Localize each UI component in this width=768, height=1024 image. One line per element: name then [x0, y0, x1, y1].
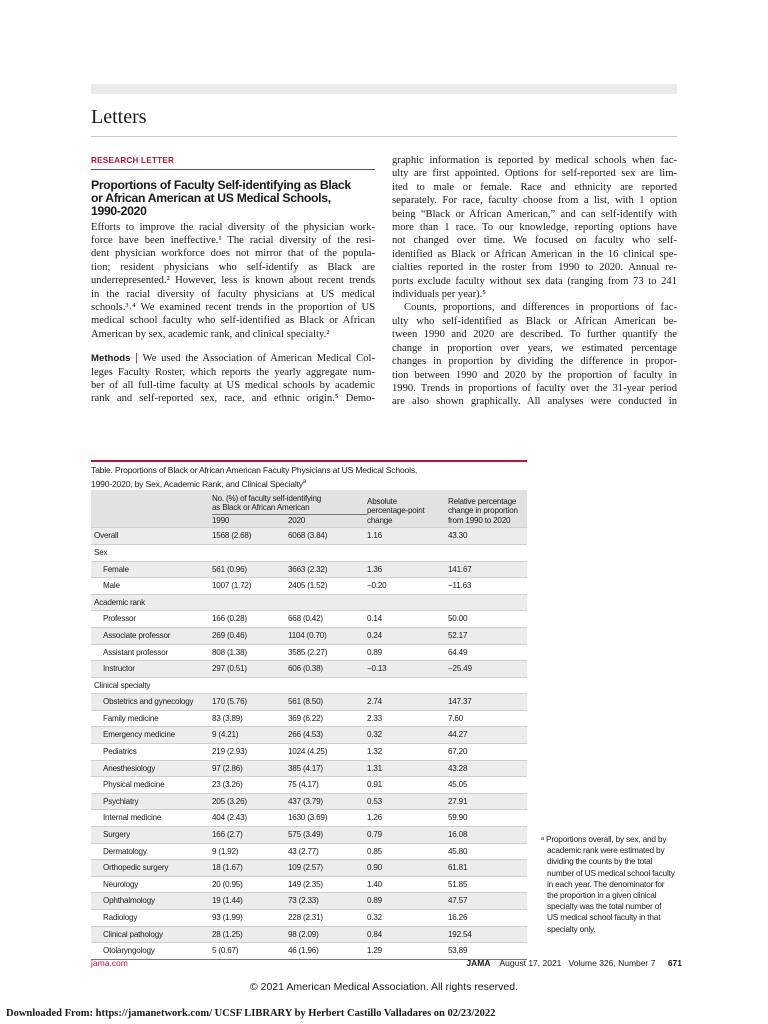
footer-issue-info: [466, 958, 682, 968]
table-cell: 0.90: [367, 860, 448, 877]
left-column: [91, 154, 375, 406]
article-type-label: RESEARCH LETTER: [91, 156, 175, 165]
abs-header-line: change: [367, 515, 393, 525]
footnote-line: number of US medical school faculty: [547, 867, 675, 878]
right-para1-line: more than 1 race. To our knowledge, reporting options have: [392, 222, 677, 234]
table-cell: Sex: [94, 547, 108, 557]
table-cell: 43.28: [448, 760, 527, 777]
table-cell: 47.57: [448, 893, 527, 910]
table-cell: −25.49: [448, 661, 527, 678]
table-cell: Orthopedic surgery: [91, 860, 212, 877]
table-cell: Dermatology: [103, 846, 147, 856]
footnote-line: in each year. The denominator for: [547, 878, 665, 889]
table-cell: Obstetrics and gynecology: [91, 694, 212, 711]
table-row: [91, 943, 527, 960]
table-cell: Pediatrics: [103, 747, 137, 757]
right-para2-line: tion between 1990 and 2020 by the proportion of faculty in: [392, 369, 677, 381]
right-para1-line: being “Black or African American,” and can self-identify with: [392, 208, 677, 220]
footnote-line: academic rank were estimated by: [547, 845, 665, 856]
methods-line: ber of all full-time faculty at US medical schools by academic: [91, 380, 375, 392]
table-cell: 3663 (2.32): [288, 561, 367, 578]
table-group-row: [91, 544, 527, 561]
table-cell: 0.14: [367, 614, 382, 624]
right-para2-line: change in proportion over years, we estimated percentage: [392, 342, 677, 354]
table-row: [91, 827, 527, 844]
table-cell: Instructor: [91, 661, 212, 678]
table-cell: 27.91: [448, 793, 527, 810]
right-paragraph-2: [392, 301, 677, 408]
table-cell: 50.00: [448, 614, 468, 624]
table-cell: 297 (0.51): [212, 661, 288, 678]
table-cell: 166 (0.28): [212, 614, 247, 624]
table-cell: 51.85: [448, 879, 468, 889]
table-cell: 0.53: [367, 793, 448, 810]
table-cell: 0.89: [367, 893, 448, 910]
footnote-line: the proportion in a given clinical: [547, 890, 657, 901]
table-caption: Table. Proportions of Black or African American Faculty Physicians at US Medical Schools, 1990-2020, by Sex, Academic Rank, and Clinical Specialty$^a$: [91, 465, 418, 489]
right-para1-line: ited to male or female. Race and ethnicity are reported: [392, 181, 677, 193]
table-cell: 1.40: [367, 879, 382, 889]
table-row: [91, 611, 527, 628]
table-cell: Associate professor: [91, 627, 212, 644]
table-row: [91, 810, 527, 827]
footnote-line: specialty was the total number of: [547, 901, 662, 912]
right-para1-line: cialties reported in the roster from 1990 to 2020. Annual re-: [392, 262, 677, 274]
table-group-row: [91, 594, 527, 611]
table-cell: 205 (3.26): [212, 793, 288, 810]
table-row: [91, 760, 527, 777]
right-column: [392, 154, 677, 409]
table-cell: 1024 (4.25): [288, 747, 328, 757]
table-cell: 16.08: [448, 827, 527, 844]
table-cell: 668 (0.42): [288, 614, 323, 624]
right-para1-line: separately. For race, faculty choose from a list, with 1 option: [392, 195, 677, 207]
table-cell: 0.79: [367, 827, 448, 844]
table-cell: 19 (1.44): [212, 893, 288, 910]
table-cell: 147.37: [448, 694, 527, 711]
label-divider: [91, 169, 375, 170]
table-cell: 6068 (3.84): [288, 528, 367, 545]
table-cell: 2.74: [367, 694, 448, 711]
table-cell: 98 (2.09): [288, 926, 367, 943]
table-cell: Emergency medicine: [91, 727, 212, 744]
table-header-relative: [448, 490, 527, 528]
table-cell: 28 (1.25): [212, 926, 288, 943]
right-para2-line: tween 1990 and 2020 are described. To further quantify the: [392, 329, 677, 341]
table-cell: 67.20: [448, 747, 468, 757]
table-cell: 575 (3.49): [288, 827, 367, 844]
table-cell: 606 (0.38): [288, 661, 367, 678]
table-cell: 1.36: [367, 561, 448, 578]
methods-first-line: Methods | We used the Association of American Medical Col-: [91, 352, 375, 365]
table-cell: Professor: [103, 614, 136, 624]
table-cell: 561 (8.50): [288, 694, 367, 711]
right-para2-line: are also shown graphically. All analyses were conducted in: [392, 396, 677, 408]
copyright-notice: © 2021 American Medical Association. All rights reserved.: [249, 981, 519, 993]
right-para2-line: ulty who self-identified as Black or African American be-: [392, 315, 677, 327]
table-cell: Physical medicine: [103, 780, 165, 790]
table-header-1990: 1990: [212, 515, 288, 528]
table-cell: Psychiatry: [91, 793, 212, 810]
table-cell: Academic rank: [91, 594, 527, 611]
page-number: 671: [667, 958, 682, 968]
section-title: Letters: [91, 106, 147, 128]
table-cell: 46 (1.96): [288, 946, 319, 956]
table-footnote: [541, 834, 681, 935]
table-cell: 1.26: [367, 813, 382, 823]
table-cell: 385 (4.17): [288, 760, 367, 777]
download-notice: Downloaded From: https://jamanetwork.com/ UCSF LIBRARY by Herbert Castillo Valladares on 02/23/2022: [6, 1008, 496, 1019]
rel-header-line: Relative percentage: [448, 496, 517, 506]
table-row: [91, 561, 527, 578]
article-title-line: Proportions of Faculty Self-identifying as Black: [91, 178, 351, 192]
table-cell: −0.13: [367, 661, 448, 678]
table-cell: Radiology: [103, 913, 138, 923]
right-para1-line: ulty are first appointed. Options for self-reported sex are lim-: [392, 168, 677, 180]
table-row: [91, 744, 527, 761]
table-cell: 404 (2.43): [212, 813, 247, 823]
methods-line: rank and self-reported sex, race, and ethnic origin.⁵ Demo-: [91, 393, 375, 405]
table-cell: 93 (1.99): [212, 913, 243, 923]
table-cell: 170 (5.76): [212, 694, 288, 711]
table-cell: 7.60: [448, 713, 463, 723]
table-cell: 43 (2.77): [288, 846, 319, 856]
footnote-line: ᵃ Proportions overall, by sex, and by: [541, 834, 667, 844]
table-cell: 269 (0.46): [212, 627, 288, 644]
table-row: [91, 876, 527, 893]
table-cell: Family medicine: [103, 713, 159, 723]
table-row: [91, 793, 527, 810]
table-row: [91, 627, 527, 644]
table-cell: 219 (2.93): [212, 747, 247, 757]
table-cell: 53.89: [448, 946, 468, 956]
table-cell: Overall: [91, 528, 212, 545]
table-cell: 61.81: [448, 860, 527, 877]
table-header-blank: [91, 490, 212, 528]
table-cell: 1104 (0.70): [288, 627, 367, 644]
table-cell: Ophthalmology: [91, 893, 212, 910]
right-para1-line: ports exclude faculty without sex data (ranging from 73 to 241: [392, 275, 677, 287]
table-cell: 266 (4.53): [288, 727, 367, 744]
right-para2-line: Counts, proportions, and differences in proportions of fac-: [404, 302, 677, 314]
table-cell: Female: [91, 561, 212, 578]
table-cell: 192.54: [448, 926, 527, 943]
table-cell: 64.49: [448, 647, 468, 657]
table-cell: 1.16: [367, 528, 448, 545]
table-cell: 43.30: [448, 528, 527, 545]
table-cell: 83 (3.89): [212, 713, 243, 723]
table-cell: 73 (2.33): [288, 893, 367, 910]
table-cell: 3585 (2.27): [288, 647, 328, 657]
table-row: [91, 777, 527, 794]
table-cell: −0.20: [367, 581, 387, 591]
table-row: [91, 860, 527, 877]
intro-line: schools.³˒⁴ We examined recent trends in the proportion of US: [91, 302, 375, 314]
table-group-row: [91, 677, 527, 694]
table-cell: 75 (4.17): [288, 780, 319, 790]
table-cell: Internal medicine: [103, 813, 162, 823]
table-cell: Clinical specialty: [94, 680, 151, 690]
table-cell: 2405 (1.52): [288, 581, 328, 591]
article-title-line: 1990-2020: [91, 204, 147, 219]
footnote-line: specialty only.: [547, 923, 596, 934]
article-title: [91, 179, 375, 219]
article-title-line: or African American at US Medical Schools,: [91, 191, 331, 206]
table-cell: 45.80: [448, 846, 468, 856]
table-cell: 59.90: [448, 813, 468, 823]
table-cell: −11.63: [448, 581, 472, 591]
table-cell: 9 (4.21): [212, 727, 288, 744]
table-row: [91, 644, 527, 661]
table-cell: 45.05: [448, 780, 468, 790]
table-cell: 1.29: [367, 946, 382, 956]
table-cell: 0.32: [367, 913, 382, 923]
table-cell: 18 (1.67): [212, 860, 288, 877]
table-grid: [91, 490, 527, 960]
table-cell: 2.33: [367, 713, 382, 723]
right-para1-line: individuals per year).⁵: [392, 289, 487, 301]
table-cell: 561 (0.96): [212, 561, 288, 578]
intro-line: underrepresented.² However, less is known about recent trends: [91, 275, 375, 287]
right-para1-line: identified as Black or African American in the 16 clinical spe-: [392, 248, 677, 260]
table-header-2020: 2020: [288, 515, 367, 528]
table-cell: 0.91: [367, 780, 382, 790]
table-cell: 1.32: [367, 747, 382, 757]
group-header-line: No. (%) of faculty self-identifying: [212, 493, 322, 503]
right-paragraph-1: [392, 154, 677, 301]
table-cell: 437 (3.79): [288, 793, 367, 810]
table-row: [91, 843, 527, 860]
intro-line: American by sex, academic rank, and clinical specialty.²: [91, 328, 330, 340]
table-cell: 141.67: [448, 561, 527, 578]
table-cell: 52.17: [448, 627, 527, 644]
table-cell: 1.31: [367, 760, 448, 777]
table-cell: 166 (2.7): [212, 827, 288, 844]
footnote-line: US medical school faculty in that: [547, 912, 661, 923]
footer-site-link[interactable]: jama.com: [91, 958, 128, 968]
right-para1-line: graphic information is reported by medical schools when fac-: [392, 155, 677, 166]
table-cell: 369 (6.22): [288, 713, 323, 723]
table-row: [91, 727, 527, 744]
intro-line: medical school faculty who self-identified as Black or African: [91, 315, 375, 327]
abs-header-line: percentage-point: [367, 506, 425, 516]
table-cell: 149 (2.35): [288, 879, 323, 889]
table-header-absolute: [367, 490, 448, 528]
table-row: [91, 926, 527, 943]
rel-header-line: change in proportion: [448, 506, 518, 516]
table-row: [91, 578, 527, 595]
table-header-group: [212, 490, 367, 515]
footer-journal: JAMA: [466, 958, 491, 968]
table-row: [91, 893, 527, 910]
table-cell: 109 (2.57): [288, 860, 367, 877]
table-cell: 1630 (3.69): [288, 813, 328, 823]
table-cell: 97 (2.86): [212, 760, 288, 777]
table-cell: Assistant professor: [103, 647, 169, 657]
intro-line: force have been ineffective.¹ The racial diversity of the resi-: [91, 235, 375, 247]
rel-header-line: from 1990 to 2020: [448, 515, 511, 525]
table-cell: 23 (3.26): [212, 780, 243, 790]
footer-issue: August 17, 2021 Volume 326, Number 7: [499, 958, 656, 968]
table-cell: Otolaryngology: [103, 946, 155, 956]
intro-paragraph: [91, 221, 375, 342]
table-cell: 0.32: [367, 727, 448, 744]
table-cell: 228 (2.31): [288, 913, 323, 923]
table-cell: 0.85: [367, 846, 382, 856]
footnote-line: dividing the counts by the total: [547, 856, 653, 867]
right-para1-line: not changed over time. We focused on faculty who self-: [392, 235, 677, 247]
methods-heading: Methods: [91, 353, 131, 365]
table-cell: Anesthesiology: [91, 760, 212, 777]
table-cell: 808 (1.38): [212, 647, 247, 657]
table-cell: 5 (0.67): [212, 946, 239, 956]
section-divider: [91, 136, 677, 137]
table-row: [91, 910, 527, 927]
intro-line: Efforts to improve the racial diversity of the physician work-: [91, 221, 375, 233]
table-cell: 9 (1.92): [212, 846, 239, 856]
intro-line: tion; resident physicians who self-identify as Black are: [91, 261, 375, 273]
methods-line: leges Faculty Roster, which reports the yearly aggregate num-: [91, 366, 375, 378]
right-para2-line: 1990. Trends in proportions of faculty over the 31-year period: [392, 382, 677, 394]
table-row: [91, 694, 527, 711]
methods-paragraph: [91, 352, 375, 406]
table-cell: 0.84: [367, 926, 448, 943]
right-para2-line: changes in proportion by dividing the difference in propor-: [392, 356, 677, 368]
table-cell: Neurology: [103, 879, 139, 889]
table-row: [91, 661, 527, 678]
intro-line: in the racial diversity of faculty physicians at US medical: [91, 288, 375, 300]
table-cell: 20 (0.95): [212, 879, 243, 889]
table-cell: 16.26: [448, 913, 468, 923]
table-cell: 1007 (1.72): [212, 581, 252, 591]
table-cell: Male: [103, 581, 120, 591]
data-table: [91, 460, 527, 960]
header-bar: [91, 84, 677, 94]
table-cell: 1568 (2.68): [212, 528, 288, 545]
group-header-line: as Black or African American: [212, 503, 310, 513]
table-cell: 44.27: [448, 727, 527, 744]
table-cell: 0.89: [367, 647, 382, 657]
table-row: [91, 710, 527, 727]
intro-line: dent physician workforce does not mirror that of the popula-: [91, 248, 375, 260]
table-row: [91, 528, 527, 545]
table-cell: Surgery: [91, 827, 212, 844]
abs-header-line: Absolute: [367, 496, 397, 506]
table-cell: Clinical pathology: [91, 926, 212, 943]
table-cell: 0.24: [367, 627, 448, 644]
